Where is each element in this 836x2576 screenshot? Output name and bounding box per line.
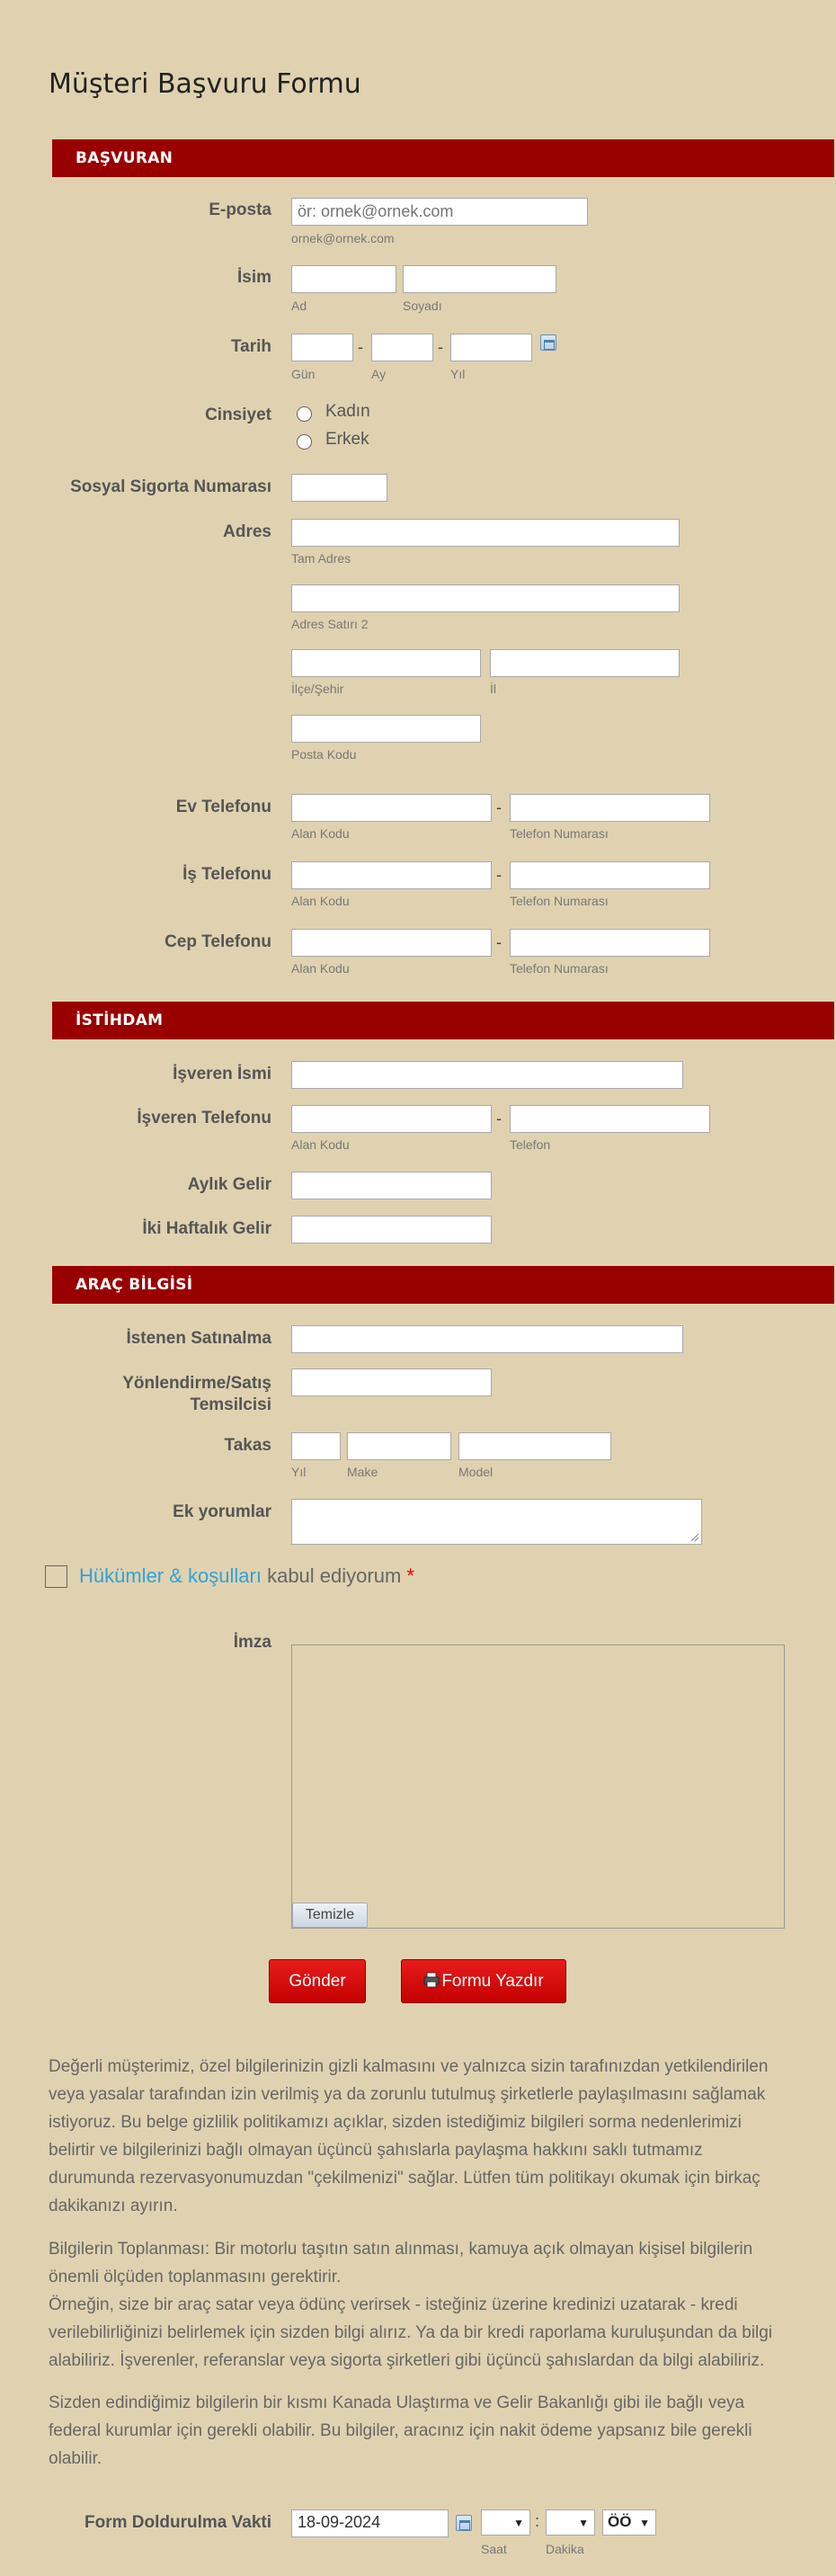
cell-phone-number-sublabel: Telefon Numarası [510, 961, 609, 976]
comments-label: Ek yorumlar [173, 1502, 271, 1521]
employer-name-field[interactable] [291, 1061, 683, 1089]
clear-signature-button[interactable]: Temizle [292, 1903, 368, 1928]
trade-label: Takas [224, 1436, 271, 1455]
phone-separator: - [496, 866, 502, 884]
city-sublabel: İlçe/Şehir [291, 682, 344, 696]
city-field[interactable] [291, 649, 481, 677]
address-line2-field[interactable] [291, 584, 680, 612]
address-line1-field[interactable] [291, 519, 680, 547]
collection-paragraph: Bilgilerin Toplanması: Bir motorlu taşıtın satın alınması, kamuya açık olmayan kişisel bilgilerin önemli ölçüden toplanmasını gerektirir. [49, 2240, 753, 2286]
purchase-field[interactable] [291, 1325, 683, 1353]
address-line1-sublabel: Tam Adres [291, 551, 351, 566]
day-sublabel: Gün [291, 367, 316, 381]
work-phone-number-sublabel: Telefon Numarası [510, 894, 609, 908]
terms-link[interactable]: Hükümler & koşulları [79, 1564, 262, 1587]
name-label: İsim [236, 268, 271, 287]
section-header-employment: İSTİHDAM [52, 1002, 834, 1039]
monthly-income-field[interactable] [291, 1172, 492, 1199]
first-name-sublabel: Ad [291, 299, 307, 313]
date-separator: - [358, 338, 363, 356]
ampm-value: ÖÖ [608, 2513, 632, 2530]
calendar-icon[interactable] [540, 334, 556, 351]
date-label: Tarih [230, 337, 271, 356]
gender-label: Cinsiyet [205, 406, 271, 424]
trade-make-sublabel: Make [347, 1465, 378, 1479]
trade-year-sublabel: Yıl [291, 1465, 307, 1479]
zip-sublabel: Posta Kodu [291, 747, 357, 762]
employer-area-code-field[interactable] [291, 1105, 492, 1133]
home-phone-number-sublabel: Telefon Numarası [510, 826, 609, 841]
address-label: Adres [223, 522, 271, 541]
cell-phone-number-field[interactable] [510, 929, 710, 957]
home-phone-label: Ev Telefonu [175, 798, 271, 816]
phone-separator: - [496, 1110, 502, 1128]
home-area-code-field[interactable] [291, 794, 492, 822]
phone-separator: - [496, 933, 502, 951]
work-area-code-sublabel: Alan Kodu [291, 894, 350, 908]
submit-button[interactable]: Gönder [269, 1959, 366, 2003]
phone-separator: - [496, 798, 502, 816]
terms-accept-text: kabul ediyorum [267, 1564, 402, 1587]
hour-sublabel: Saat [481, 2542, 507, 2556]
example-paragraph: Örneğin, size bir araç satar veya ödünç verirsek - isteğiniz üzerine kredinizi uzatarak - kredi verilebilirliğinizi belirlemek için sizden bilgi alırız. Ya da bir kredi raporlama kuruluşundan da bilgi alabiliriz. İşverenler, referanslar veya sigorta şirketleri gibi üçüncü şahıslardan da bilgi alabiliriz. [49, 2295, 773, 2370]
trade-make-field[interactable] [347, 1432, 451, 1460]
ssn-label: Sosyal Sigorta Numarası [70, 477, 271, 496]
work-phone-number-field[interactable] [510, 861, 710, 889]
radio-female[interactable] [297, 406, 312, 422]
print-form-button[interactable] [401, 1959, 566, 2003]
signature-pad[interactable] [291, 1645, 785, 1929]
ampm-select[interactable]: ÖÖ ▼ [602, 2509, 656, 2536]
date-separator: - [438, 338, 443, 356]
hour-select[interactable]: ▼ [481, 2509, 530, 2536]
form-date-field[interactable]: 18-09-2024 [291, 2509, 449, 2537]
agency-paragraph: Sizden edindiğimiz bilgilerin bir kısmı Kanada Ulaştırma ve Gelir Bakanlığı gibi ile bağlı veya federal kurumlar için gerekli olabilir. Bu bilgiler, aracınız için nakit ödeme yapsanız bile gerekli olabilir. [49, 2393, 752, 2468]
page-title: Müşteri Başvuru Formu [49, 68, 361, 100]
employer-area-code-sublabel: Alan Kodu [291, 1137, 350, 1152]
radio-female-label: Kadın [325, 402, 370, 421]
purchase-label: İstenen Satınalma [126, 1329, 271, 1348]
biweekly-income-field[interactable] [291, 1216, 492, 1243]
cell-area-code-sublabel: Alan Kodu [291, 961, 350, 976]
address-line2-sublabel: Adres Satırı 2 [291, 617, 369, 631]
first-name-field[interactable] [291, 265, 396, 293]
email-label: E-posta [209, 201, 271, 219]
employer-phone-number-field[interactable] [510, 1105, 710, 1133]
time-separator: : [535, 2512, 540, 2530]
last-name-sublabel: Soyadı [403, 299, 442, 313]
referral-label: Yönlendirme/Satış Temsilcisi [122, 1374, 271, 1414]
resize-handle-icon[interactable] [690, 1533, 699, 1542]
calendar-icon[interactable] [456, 2515, 472, 2531]
minute-select[interactable]: ▼ [546, 2509, 595, 2536]
cell-phone-label: Cep Telefonu [165, 932, 271, 951]
signature-label: İmza [233, 1633, 271, 1652]
month-field[interactable] [371, 334, 433, 361]
minute-sublabel: Dakika [546, 2542, 584, 2556]
terms-checkbox[interactable] [45, 1565, 67, 1588]
section-header-vehicle: ARAÇ BİLGİSİ [52, 1266, 834, 1304]
employer-name-label: İşveren İsmi [173, 1065, 271, 1083]
home-phone-number-field[interactable] [510, 794, 710, 822]
email-hint: ornek@ornek.com [291, 231, 395, 245]
work-area-code-field[interactable] [291, 861, 492, 889]
radio-male[interactable] [297, 434, 312, 450]
year-sublabel: Yıl [450, 367, 466, 381]
section-header-applicant: BAŞVURAN [52, 139, 834, 177]
province-field[interactable] [490, 649, 680, 677]
print-form-label: Formu Yazdır [441, 1972, 544, 1991]
day-field[interactable] [291, 334, 353, 361]
employer-phone-label: İşveren Telefonu [137, 1109, 271, 1128]
month-sublabel: Ay [371, 367, 387, 381]
required-asterisk: * [406, 1564, 414, 1587]
trade-model-sublabel: Model [458, 1465, 494, 1479]
ssn-field[interactable] [291, 474, 387, 502]
referral-field[interactable] [291, 1368, 492, 1396]
last-name-field[interactable] [403, 265, 556, 293]
terms-text [79, 1564, 414, 1588]
comments-textarea[interactable] [291, 1499, 702, 1545]
work-phone-label: İş Telefonu [182, 865, 271, 884]
province-sublabel: İl [490, 682, 496, 696]
privacy-paragraph: Değerli müşterimiz, özel bilgilerinizin gizli kalmasını ve yalnızca sizin tarafınızdan yetkilendirilen veya yasalar tarafından izin verilmiş ya da zorunlu tutulmuş şirketlerle paylaşılmasını sağlamak istiyoruz. Bu belge gizlilik politikamızı açıklar, sizden istediğimiz bilgileri sorma nedenlerimizi belirtir ve bilgilerinizi bağlı olmayan üçüncü şahıslarla paylaşma hakkını saklı tutmamız durumunda rezervasyonumuzdan "çekilmenizi" sağlar. Lütfen tüm politikayı okumak için birkaç dakikanızı ayırın. [49, 2057, 769, 2215]
printer-icon [423, 1972, 440, 1988]
trade-model-field[interactable] [458, 1432, 611, 1460]
biweekly-income-label: İki Haftalık Gelir [142, 1219, 271, 1238]
cell-area-code-field[interactable] [291, 929, 492, 957]
zip-field[interactable] [291, 715, 481, 743]
form-time-label: Form Doldurulma Vakti [84, 2513, 271, 2532]
year-field[interactable] [450, 334, 532, 361]
radio-male-label: Erkek [325, 430, 369, 449]
monthly-income-label: Aylık Gelir [187, 1175, 271, 1194]
employer-phone-number-sublabel: Telefon [510, 1137, 551, 1152]
email-field[interactable] [291, 198, 588, 226]
trade-year-field[interactable] [291, 1432, 341, 1460]
home-area-code-sublabel: Alan Kodu [291, 826, 350, 841]
